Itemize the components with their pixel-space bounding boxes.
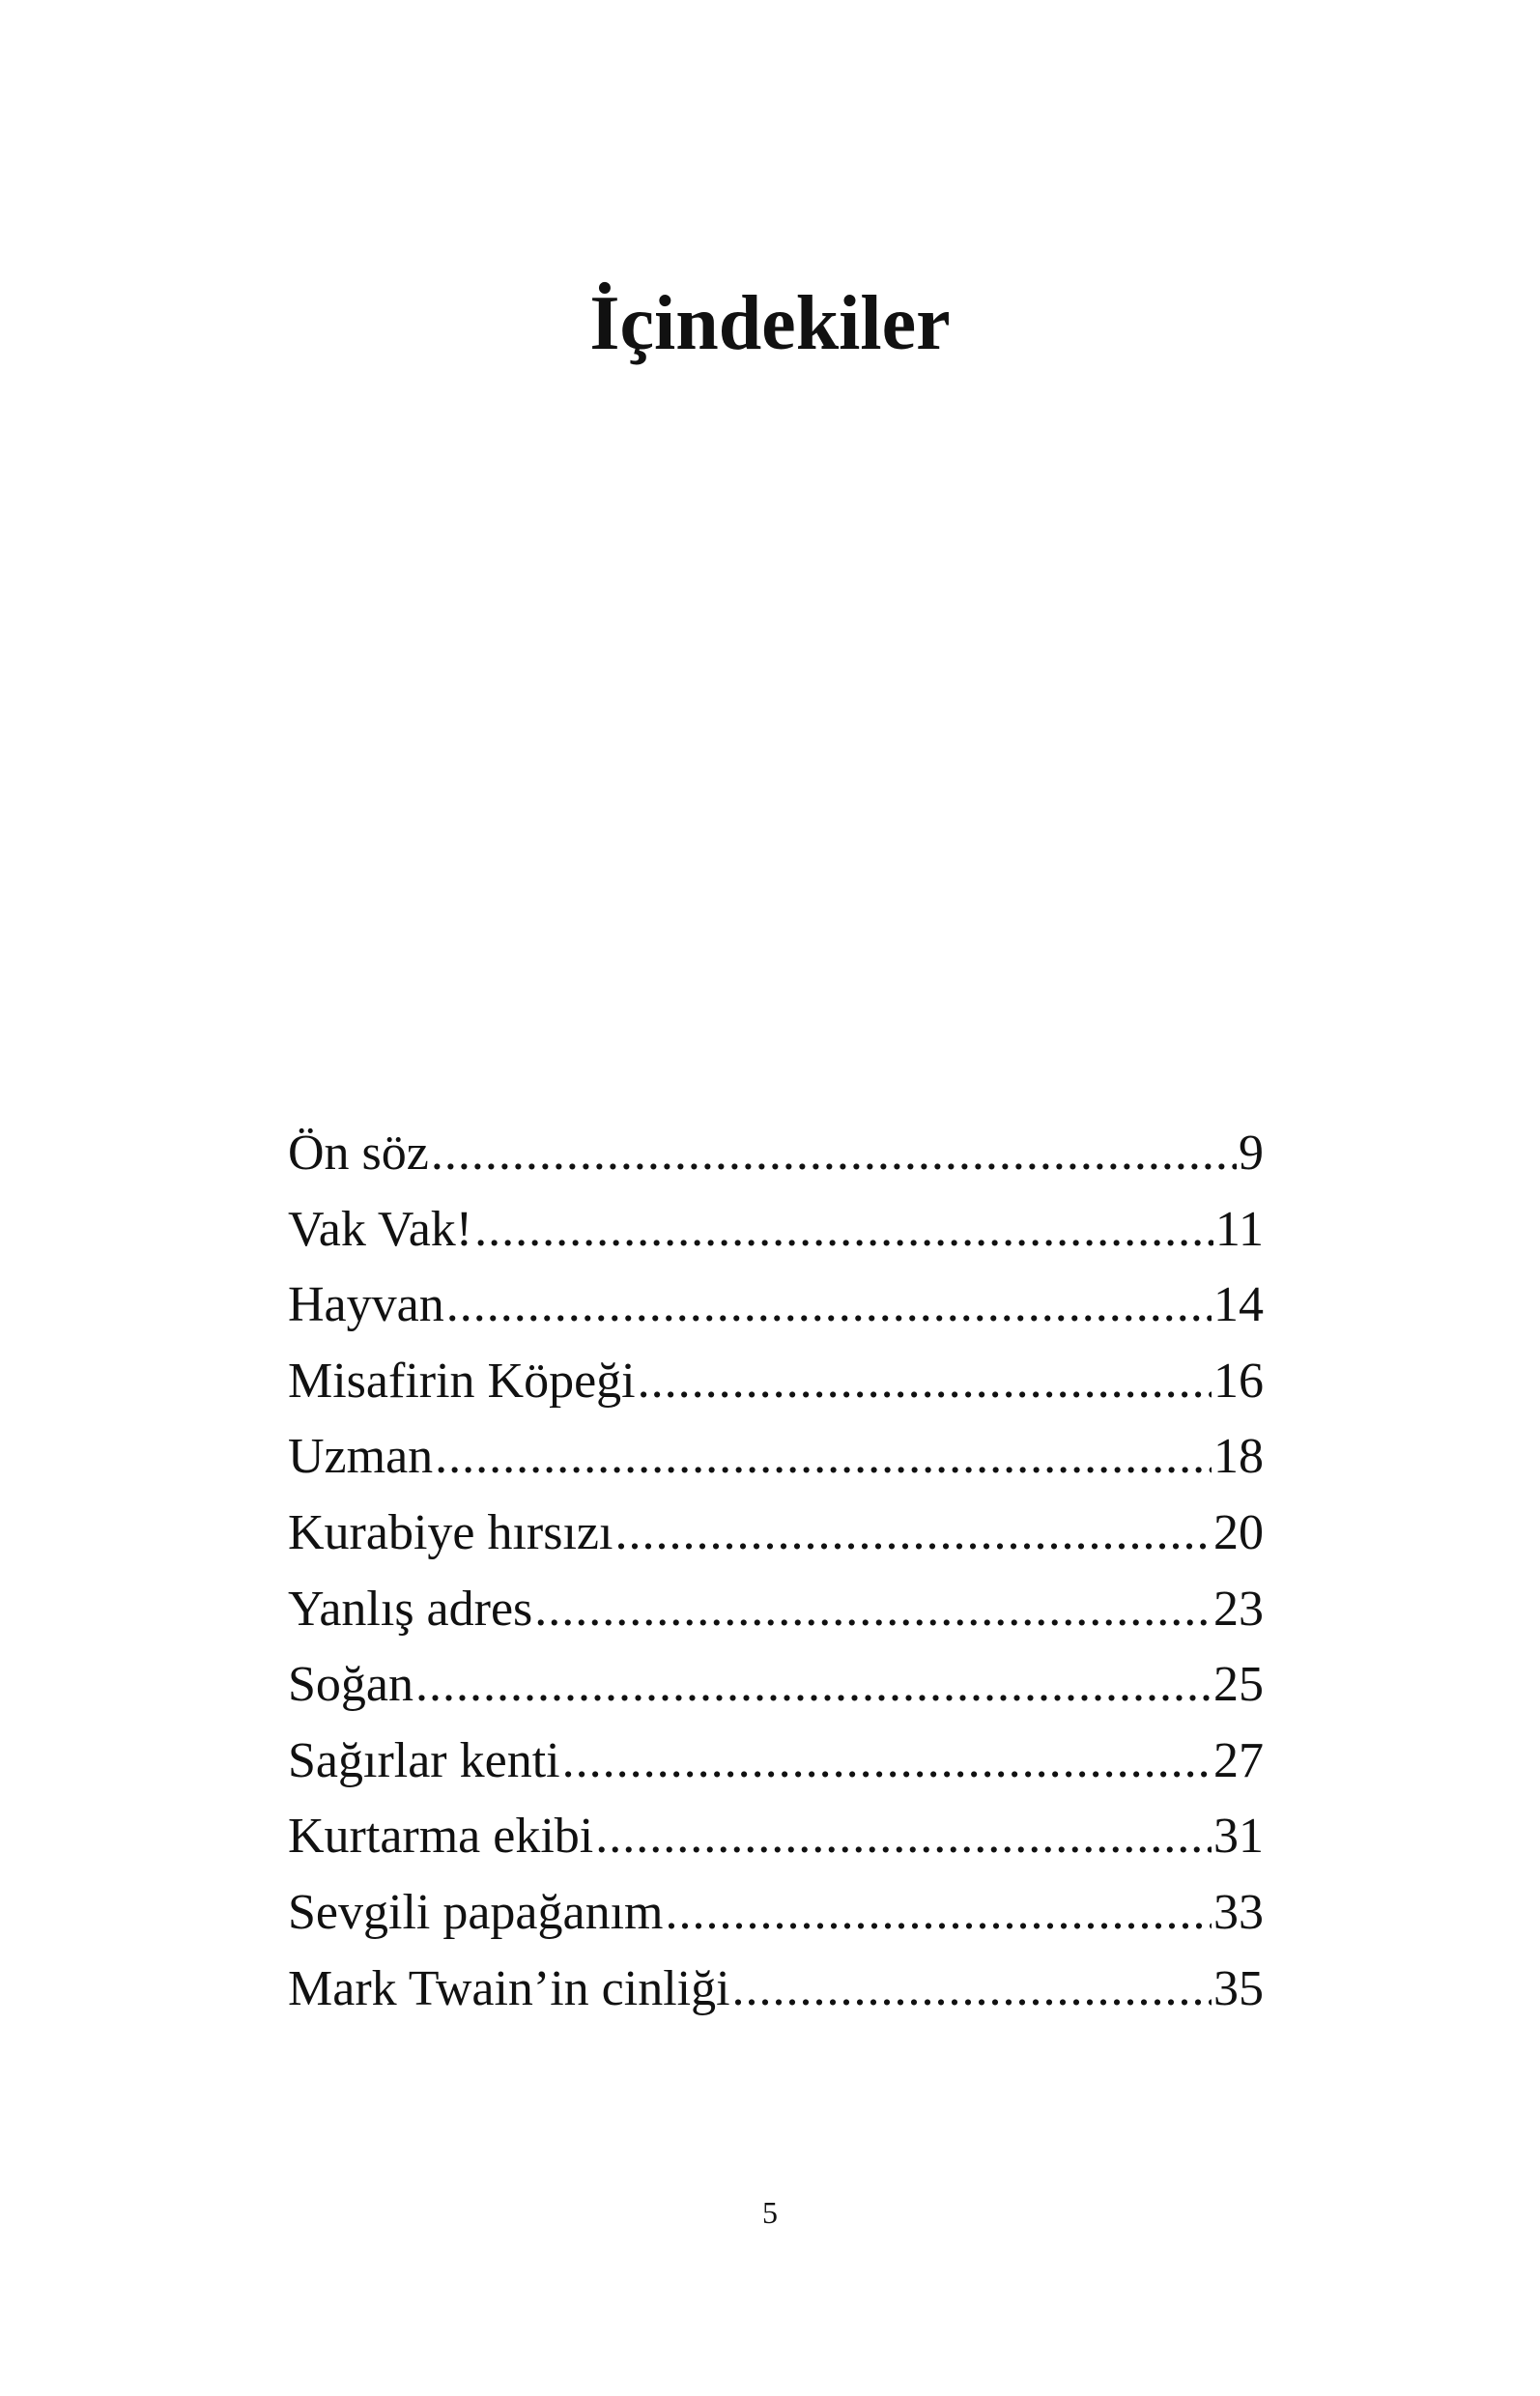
table-of-contents	[288, 1116, 1264, 2027]
toc-entry-vak-vak[interactable]	[288, 1192, 1264, 1269]
dot-leader	[435, 1419, 1212, 1496]
toc-entry-title: Sağırlar kenti	[288, 1732, 560, 1788]
dot-leader	[638, 1344, 1212, 1420]
toc-entry-title: Kurabiye hırsızı	[288, 1504, 613, 1560]
toc-entry-title: Soğan	[288, 1657, 414, 1713]
toc-entry-page: 16	[1213, 1353, 1264, 1409]
dot-leader	[474, 1192, 1213, 1269]
dot-leader	[614, 1496, 1212, 1572]
toc-entry-title: Mark Twain’in cinliği	[288, 1960, 730, 2016]
toc-entry-title: Vak Vak!	[288, 1201, 473, 1257]
page-title: İçindekiler	[589, 281, 951, 366]
dot-leader	[562, 1724, 1212, 1800]
toc-entry-sagirlar-kenti[interactable]	[288, 1724, 1264, 1800]
dot-leader	[431, 1116, 1237, 1192]
toc-entry-page: 11	[1214, 1201, 1264, 1257]
page-number: 5	[762, 2195, 778, 2230]
toc-entry-title: Sevgili papağanım	[288, 1884, 664, 1940]
toc-entry-title: Misafirin Köpeği	[288, 1353, 636, 1409]
toc-entry-yanlis-adres[interactable]	[288, 1572, 1264, 1648]
toc-entry-title: Yanlış adres	[288, 1581, 533, 1637]
dot-leader	[446, 1268, 1212, 1344]
dot-leader	[595, 1799, 1212, 1875]
toc-entry-hayvan[interactable]	[288, 1268, 1264, 1344]
toc-entry-mark-twainin-cinligi[interactable]	[288, 1952, 1264, 2028]
toc-entry-page: 27	[1213, 1732, 1264, 1788]
toc-entry-uzman[interactable]	[288, 1419, 1264, 1496]
toc-entry-kurabiye-hirsizi[interactable]	[288, 1496, 1264, 1572]
toc-entry-page: 33	[1213, 1884, 1264, 1940]
dot-leader	[665, 1875, 1212, 1952]
toc-entry-page: 20	[1213, 1504, 1264, 1560]
dot-leader	[534, 1572, 1212, 1648]
toc-entry-kurtarma-ekibi[interactable]	[288, 1799, 1264, 1875]
toc-entry-sevgili-papaganim[interactable]	[288, 1875, 1264, 1952]
dot-leader	[415, 1647, 1212, 1724]
toc-entry-title: Kurtarma ekibi	[288, 1809, 594, 1865]
toc-entry-page: 23	[1213, 1581, 1264, 1637]
toc-entry-page: 14	[1213, 1277, 1264, 1333]
dot-leader	[732, 1952, 1212, 2028]
toc-entry-on-soz[interactable]	[288, 1116, 1264, 1192]
toc-entry-page: 18	[1213, 1429, 1264, 1485]
toc-entry-page: 25	[1213, 1657, 1264, 1713]
toc-entry-page: 9	[1239, 1126, 1264, 1181]
toc-entry-page: 31	[1213, 1809, 1264, 1865]
toc-entry-page: 35	[1213, 1960, 1264, 2016]
toc-entry-misafirin-kopegi[interactable]	[288, 1344, 1264, 1420]
toc-entry-title: Uzman	[288, 1429, 434, 1485]
toc-entry-title: Hayvan	[288, 1277, 444, 1333]
toc-entry-title: Ön söz	[288, 1126, 429, 1181]
toc-entry-sogan[interactable]	[288, 1647, 1264, 1724]
